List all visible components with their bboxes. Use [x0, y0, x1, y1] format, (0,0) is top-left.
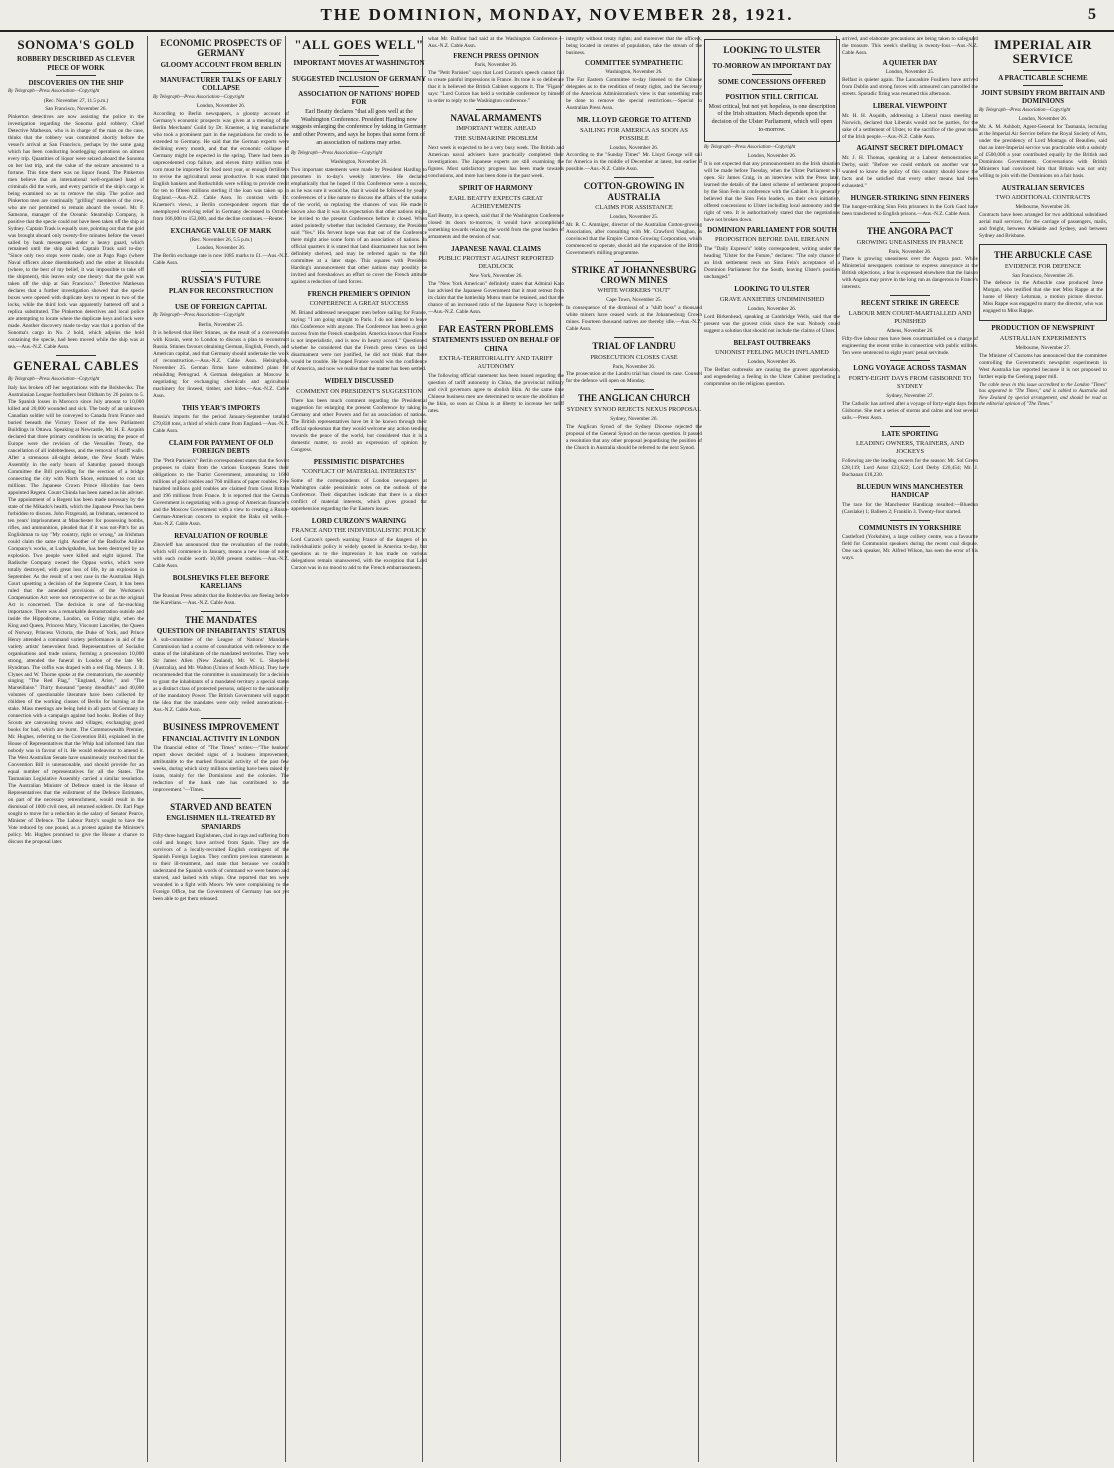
subheadline: CONFERENCE A GREAT SUCCESS [309, 300, 409, 308]
headline: FRENCH PRESS OPINION [453, 51, 539, 60]
article-body: Italy has broken off her negotiations with the Bolsheviks. The Australasian League footballers beat Oldham by 26 points to 5. The Spanish losses in Morocco since July amount to 10,000 killed and 20,000 wounded and sick. The body of an unknown Canadian soldier will be conveyed to Canada from France and buried beneath the Victory Tower of the new Parliament Buildings in Ottawa. Speaking at Newcastle, Mr. H. E. Asquith declared that three primary conditions in securing the peace of Europe were the revision of the Versailles Treaty, the cancellation of all indebtedness, and the removal of tariff walls. After a strenuous all-night debate, the New South Wales Assembly in the early hours of Saturday passed through Committee the Bill providing for the erection of a bridge connecting the city with North Shore, estimated to cost six millions. The Japanese Crown Prince Hirohito has been appointed Regent. Count Chinda has been named as his adviser. The appointment of a Regent has been made necessary by the state of the Mikado's health, which the Japanese Press has been forbidden to discuss. John Fitzgerald, an Irishman, sentenced to ten years' imprisonment at Manchester for possessing bombs, rifles, and ammunition, pleaded that if it was not-Pitt's for an Englishman to say "My country, right or wrong," an Irishman could claim the same right. Another of the Badische Aniline Company's works, at Ludwigshafen, has been destroyed by an explosion. Two people were killed and eight injured. The Badische Company owned the Oppau works, which were totally destroyed, with great loss of life, by an explosion in September. As the result of a test case in the Australian High Court upsetting a decision of the Supreme Court, it has been ruled that the amended provisions of the Workmen's Compensation Act were not retrospective so far as the original Act is concerned. The decision is one of far-reaching importance. There was a remarkable demonstration outside and inside the Hippodrome, London, on Friday night, when the King and Queen, Princess Mary, Viscount Lascelles, the Queen of Norway, Princess Victoria, the Duke of York, and Prince Henry attended a command variety performance in aid of the variety artists' benevolent fund. Representatives of Socialist organisations and trade unions, forming a procession 10,000 strong, attended the funeral in London of the late Mr. Hyndman. The coffin was draped with a red flag. Messrs. J. R. Clynes and W. Thorne spoke at the crematorium, the assembly singing "The Red Flag," "England, Arise," and "The Marseillaise." Thirty thousand "penny dreadfuls" and 40,000 volumes of questionable literature have been collected by children of the working classes of Berlin for burning at the stake. Mass meetings are being held in all parts of Germany in connection with a campaign against bad books. Bodies of Boy Scouts are canvassing towns and villages, exchanging good books for bad, which are burnt. The Commonwealth Premier, Mr. Hughes, referring to the Convention Bill, explained in the House of Representatives that the Whip had informed him that nobody was in favour of it. He would endeavour to amend it. The West Australian Senate have unanimously resolved that the Convention Bill is unreasonable, and should provide for an equal number of representatives for all the States. The Tasmanian Legislative Assembly carried a similar resolution. The Australian Minister of Defence stated in the House of Representatives that the enlistment of the Defence Estimates, on part of the necessary retrenchment, would result in the dismissal of 1000 civil men, all returned soldiers. Dr. Earl Page sought to move for a reduction in the salary of Senator Pearce, Minister of Defence. The Labour Party's sought to have the Vote reduced by one pound, as a protest against the Minister's policy. Mr. Hughes promised to give the House a chance to discuss the proposal later. [8, 385, 144, 846]
dateline: London, November 26. [196, 245, 246, 252]
article-body: The defence in the Arbuckle case produced Irene Morgan, who testified that she met Miss Rappe at the home of Henry Lehrman, a motion picture director. Miss Rappe was engaged to marry the director, who was engaged to Miss Rappe. [983, 280, 1103, 315]
divider [201, 798, 241, 799]
article-late-sporting [842, 430, 978, 479]
article-body: According to Berlin newspapers, a gloomy account of Germany's economic prospects was given at a meeting of the Berlin Merchants' Guild by Dr. Kraemer, a big manufacturer who took a prominent part in the negotiations for credit to be extended to Germany. He said that the German exports were declining every month, and that the economic collapse of Germany might be expected in the spring. There had been an unprecedented crop failure, and eleven thirty million tons of corn must be imported for food next year, or enough fertilisers to revise the agricultural areas productive. It was stated that English bankers and Rothschilds were willing to provide credit for ten to fifteen millions sterling if the loan was taken up in England.—Aus.-N.Z. Cable Assn. In contrast with Dr. Kraemer's views, a Berlin correspondent reports that the unemployed receiving relief in Germany decreased in October from 166,000 to 152,000, and the decline continues.—Reuter. [153, 111, 289, 223]
headline: SONOMA'S GOLD [17, 37, 135, 52]
article-business-improvement [153, 722, 289, 794]
divider [890, 426, 930, 427]
article-pessimistic [291, 458, 427, 513]
article-body: Zinovieff has announced that the revaluation of the rouble, which will commence in January, means a new issue of notes with each rouble worth 10,000 present roubles.—Aus.-N.Z. Cable Assn. [153, 541, 289, 569]
wire-credit: By Telegraph—Press Association—Copyright [291, 150, 383, 156]
subheadline: POSITION STILL CRITICAL [725, 93, 819, 102]
subheadline: UNIONIST FEELING MUCH INFLAMED [715, 348, 829, 356]
article-body: Fifty-three haggard Englishmen, clad in rags and suffering from cold and hunger, have arrived from Spain. They are the survivors of a locally-recruited English contingent of the Spanish Foreign Legion. They confirm previous statements as to their ill-treatment, and state that because we couldn't understand the Spanish words of command we were beaten and starved, and lashed with whips. One reported that ten were wounded in a fight with Moors. We were complaining to the Foreign Office, but the Government of Germany has not yet been able to get them released. [153, 832, 289, 902]
headline: RECENT STRIKE IN GREECE [860, 299, 960, 308]
divider [56, 355, 96, 356]
divider [614, 261, 654, 262]
column-7 [842, 36, 978, 1462]
article-body: Some of the correspondents of London newspapers at Washington cable pessimistic notes on the outlook of the Conference. Their dispatches indicate that there is a direct conflict of material interests, which gives ground for apprehension regarding the Far Eastern issues. [291, 477, 427, 512]
headline: THE ARBUCKLE CASE [993, 250, 1093, 261]
article-liberal-viewpoint [842, 102, 978, 140]
article-mandates [153, 615, 289, 715]
masthead-title: THE DOMINION, MONDAY, NOVEMBER 28, 1921. [320, 5, 794, 24]
headline: COMMUNISTS IN YORKSHIRE [858, 523, 962, 532]
article-imports [153, 404, 289, 435]
divider [476, 320, 516, 321]
headline: BLUEDUN WINS MANCHESTER HANDICAP [856, 483, 964, 500]
article-body: The "Petit Parisien's" Berlin correspondent states that the Soviet proposes to claim from the various European States their obligations to the Tsarist Government, amounting to 1660 millions of gold roubles and 760 millions of paper roubles. Five hundred millions gold roubles are claimed from Great Britain and 196 millions from France. It is reported that the German Government is negotiating with a group of American financiers and the Moscow Government with a view to creating a Russo-German-American concern to exploit the Baku oil wells.—Aus.-N.Z. Cable Assn. [153, 457, 289, 527]
headline: LONG VOYAGE ACROSS TASMAN [853, 364, 967, 373]
article-body: Lord Curzon's speech warning France of the dangers of an individualistic policy is widely quoted in America to-day, but questions as to the impression it has made on various delegations remain unanswered, with the exception that Lord Curzon was in no mood to add to the French embarrassments. [291, 537, 427, 572]
headline: AUSTRALIAN SERVICES [1001, 184, 1085, 193]
article-body: The Minister of Customs has announced that the committee controlling the Government's newsprint experiments in West Australia has reported because it is not proposed to further equip the Geelong paper mill. [979, 352, 1107, 380]
article-hunger-striking [842, 194, 978, 218]
article-body: Lord Birkenhead, speaking at Cambridge Wells, said that the present was the gravest crisis since the war. Nobody could suggest a solution that should not include the claims of Ulster. [704, 313, 840, 334]
dateline: Athens, November 26. [886, 327, 934, 334]
headline: CLAIM FOR PAYMENT OF OLD FOREIGN DEBTS [168, 438, 274, 456]
article-body: Fifty-five labour men have been courtmartialled on a charge of engineering the recent strike in connection with public utilities. Ten were sentenced to eight years' penal servitude. [842, 335, 978, 356]
divider [56, 75, 96, 76]
subheadline: THE SUBMARINE PROBLEM [454, 135, 538, 143]
subheadline: TWO ADDITIONAL CONTRACTS [995, 194, 1091, 202]
headline: FRENCH PREMIER'S OPINION [307, 290, 411, 299]
subheadline: COMMENT ON PRESIDENT'S SUGGESTION [296, 387, 422, 395]
article-body: The Berlin exchange rate is now 1085 marks to £1.—Aus.-N.Z. Cable Assn. [153, 253, 289, 267]
divider [752, 89, 792, 90]
article-trial-landru [566, 341, 702, 385]
headline: EXCHANGE VALUE OF MARK [170, 227, 272, 236]
article-body: The Catholic has arrived after a voyage of forty-eight days from Gisborne. She met a series of storms and calms and lost several sails.—Press Assn. [842, 400, 978, 421]
headline: COTTON-GROWING IN AUSTRALIA [583, 181, 685, 202]
headline: TRIAL OF LANDRU [592, 341, 676, 352]
article-spirit-harmony [428, 184, 564, 240]
subheadline: MANUFACTURER TALKS OF EARLY COLLAPSE [160, 76, 282, 93]
divider [614, 389, 654, 390]
article-body: M. Briand addressed newspaper men before sailing for France, saying: "I am going straight to Paris. I do not intend to leave this Conference with anyone. The Conference has been a great success from the French standpoint. America knows that France is not imperialistic, and is now in hearty accord." Questioned whether he considered that the French press views on land disarmament were not justified, he did not think that there would be trouble. He hoped France would win the confidence of America, and now we realise that the matter has been settled. [291, 310, 427, 373]
divider [752, 74, 792, 75]
divider [476, 109, 516, 110]
divider [339, 71, 379, 72]
headline: DOMINION PARLIAMENT FOR SOUTH [707, 226, 837, 235]
divider [890, 222, 930, 223]
dateline: Berlin, November 25. [198, 321, 244, 328]
dateline: Washington, November 26. [330, 159, 388, 166]
article-bolsheviks-flee [153, 574, 289, 607]
dateline: Washington, November 26. [605, 69, 663, 76]
headline: HUNGER-STRIKING SINN FEINERS [850, 193, 970, 202]
article-body: Mr. J. H. Thomas, speaking at a Labour demonstration at Derby, said: "Before we could embark on another war we wanted to know the policy of this country should know the facts and be satisfied that every other means had been exhausted." [842, 154, 978, 189]
headline: JAPANESE NAVAL CLAIMS [451, 244, 541, 253]
subheadline: GROWING UNEASINESS IN FRANCE [856, 238, 964, 246]
article-far-eastern [428, 324, 564, 415]
dateline: Melbourne, November 27. [1015, 344, 1071, 351]
article-economic-prospects [153, 38, 289, 223]
headline: LOOKING TO ULSTER [734, 285, 810, 294]
headline: MR. LLOYD GEORGE TO ATTEND [576, 116, 692, 125]
subheadline: GRAVE ANXIETIES UNDIMINISHED [719, 295, 825, 303]
summary-lead: Most critical, but not yet hopeless, is one description of the Irish situation. Much depends upon the decision of the Ulster Parliament, which will open to-morrow. [708, 103, 836, 133]
article-french-premier [291, 290, 427, 373]
article-body: The race for the Manchester Handicap resulted:—Bluedun (Carslake) 1; Balleen 2; Franklin 3. Twenty-four started. [842, 501, 978, 515]
article-body: The hunger-striking Sinn Fein prisoners in the Cork Gaol have been transferred to English prisons.—Aus.-N.Z. Cable Assn. [842, 204, 978, 218]
headline: WIDELY DISCUSSED [324, 377, 394, 386]
article-exchange-value [153, 227, 289, 267]
headline: FAR EASTERN PROBLEMS [438, 323, 554, 334]
dateline: Paris, November 26. [612, 363, 656, 370]
subheadline: GLOOMY ACCOUNT FROM BERLIN [160, 60, 282, 69]
article-body: Earl Beatty, in a speech, said that if the Washington Conference closed its doors to-morrow, it would have accomplished something towards relaxing the world from the great burden of armaments and the tension of war. [428, 212, 564, 240]
headline: THE MANDATES [184, 614, 258, 625]
article-claim-payment [153, 439, 289, 528]
article-revaluation [153, 532, 289, 570]
article-body: The prosecution at the Landru trial has closed its case. Counsel for the defence will open on Monday. [566, 371, 702, 385]
article-body: Mr. A. M. Ashbolt, Agent-General for Tasmania, lecturing at the Imperial Air Service before the Royal Society of Arts, under the presidency of Lord Montagu of Beaulieu, said that an inter-Imperial service was practicable with a subsidy of £500,000 a year contributed equally by the British and Dominions Governments. Conversations with British Ministers had convinced him that Britain was not only willing to join with the Dominions on a fair basis. [979, 124, 1107, 180]
article-general-cables [8, 359, 144, 846]
summary-lead: Earl Beatty declares "that all goes well at the Washington Conference. President Harding now suggests enlarging the conference by taking in Germany and other Powers, and says he hopes that some form of an association of nations may arise. [291, 108, 427, 147]
article-body: The Russian Press admits that the Bolsheviks are fleeing before the Karelians.—Aus.-N.Z. Cable Assn. [153, 592, 289, 606]
article-australian-services [979, 184, 1107, 240]
subheadline: USE OF FOREIGN CAPITAL [175, 302, 267, 311]
article-arbuckle-case [979, 244, 1107, 321]
wire-credit: By Telegraph—Press Association—Copyright [153, 94, 245, 100]
article-strike-greece [842, 299, 978, 356]
headline: STRIKE AT JOHANNESBURG CROWN MINES [571, 264, 697, 286]
article-imperial-air [979, 38, 1107, 180]
article-continuation: what Mr. Balfour had said at the Washington Conference.—Aus.-N.Z. Cable Assn. [428, 36, 564, 49]
divider [614, 177, 654, 178]
dateline: San Francisco, November 26. [45, 105, 107, 112]
headline: BELFAST OUTBREAKS [733, 338, 811, 347]
divider [339, 55, 379, 56]
dateline: London, November 26. [609, 144, 659, 151]
page-number: 5 [1088, 6, 1096, 23]
headline: AGAINST SECRET DIPLOMACY [856, 144, 964, 153]
headline: GENERAL CABLES [13, 358, 139, 374]
article-naval-armaments [428, 113, 564, 180]
article-body: The Belfast outbreaks are causing the gravest apprehension, and engendering a feeling in the Ulster Cabinet precluding a compromise on the religious question. [704, 366, 840, 387]
wire-credit: By Telegraph—Press Association—Copyright [979, 107, 1071, 113]
article-body: The "Petit Parisien" says that Lord Curzon's speech cannot fail to create painful impressions in France. Its tone is so deliberate that it is believed the British Cabinet supports it. The "Figaro" says: "Lord Curzon has held a veritable conference by himself in order to reply to the Washington conference." [428, 70, 564, 105]
article-body: Belfast is quieter again. The Lancashire Fusiliers have arrived from Dublin and strong forces with armoured cars patrolled the streets. Sporadic firing was resumed this afternoon. [842, 77, 978, 98]
dateline: Sydney, November 27. [886, 392, 934, 399]
wire-credit: By Telegraph—Press Association—Copyright [704, 144, 796, 150]
headline: ECONOMIC PROSPECTS OF GERMANY [160, 38, 282, 59]
wire-credit: By Telegraph—Press Association—Copyright [8, 376, 100, 382]
subheadline: SOME CONCESSIONS OFFERED [718, 77, 826, 86]
article-body: Next week is expected to be a very busy week. The British and American naval advisers have practically completed their investigations. The Japanese experts are still examining the figures. Most satisfactory progress has been made towards conclusions, and more has been done in the past week. [428, 145, 564, 180]
headline: THE ANGORA PACT [866, 226, 954, 237]
article-dominion-parliament [704, 226, 840, 281]
article-bluedun [842, 483, 978, 516]
column-rule [147, 36, 148, 1462]
article-russias-future [153, 275, 289, 399]
subheadline: TO-MORROW AN IMPORTANT DAY [712, 62, 832, 71]
article-johannesburg-strike [566, 265, 702, 333]
divider [201, 271, 241, 272]
dateline: Sydney, November 26. [610, 415, 658, 422]
article-body: It is believed that Herr Stinnes, as the result of a conversation with Krasin, went to London to discuss a plan to reconstruct Russia. Stinnes favours obtaining German, English, French, and American capital, and that Germany should undertake the work of reconstruction.—Aus.-N.Z. Cable Assn. Helsingfors, November 25. German firms have submitted plans for rebuilding Petrograd. A German delegation at Moscow is negotiating for exchanging chemicals and agricultural machinery for linseed, timber, and hides.—Aus.-N.Z. Cable Assn. [153, 329, 289, 399]
article-body: In consequence of the dismissal of a "shift boss" a thousand white miners have ceased work at the Johannesburg Crown mines. Fourteen thousand natives are thereby idle.—Aus.-N.Z. Cable Assn. [566, 305, 702, 333]
headline: NAVAL ARMAMENTS [450, 113, 542, 124]
article-lloyd-george [566, 116, 702, 173]
article-body: It is not expected that any pronouncement on the Irish situation will be made before Tuesday, when the Ulster Parliament will open. Sir James Craig, in an interview with the Press later, learned the details of the latest scheme of settlement proposed by the Sinn Fein in conference with the Cabinet. It is generally believed that the Sinn Fein leaders, on their own initiative, offered concessions to Ulster including local autonomy and the right of veto. It is authoritatively stated that the negotiations have not broken down. [704, 161, 840, 224]
subheadline: EVIDENCE FOR DEFENCE [1004, 262, 1082, 270]
article-continuation: arrived, and elaborate precautions are being taken to safeguard the treasure. This week's shelling is twenty-four.—Aus.-N.Z. Cable Assn. [842, 36, 978, 56]
headline: LATE SPORTING [881, 429, 939, 438]
dateline: Paris, November 26. [474, 62, 518, 69]
wire-credit: By Telegraph—Press Association—Copyright [8, 89, 100, 95]
subheadline: LEADING OWNERS, TRAINERS, AND JOCKEYS [856, 440, 964, 456]
article-committee-sympathetic [566, 59, 702, 112]
headline: THE ANGLICAN CHURCH [577, 393, 690, 404]
divider [1023, 70, 1063, 71]
article-sonomas-gold [8, 38, 144, 351]
article-body: The financial editor of "The Times" writes:—"The bankers' report shows decided signs of a business improvement, attributable to the marked financial activity of the past few weeks, during which sixty millions sterling have been raised by loans, mainly for the Dominions and the colonies. The reduction of the bank rate has contributed to the improvement."—Times. [153, 744, 289, 793]
subheadline: STATEMENTS ISSUED ON BEHALF OF CHINA [432, 336, 560, 353]
subheadline: SYDNEY SYNOD REJECTS NEXUS PROPOSAL [566, 405, 702, 413]
column-3 [291, 36, 427, 1462]
article-body: Pinkerton detectives are now assisting the police in the investigation regarding the Sonoma gold robbery. Chief Detective Matheson, who is in charge of the man on the case, thinks that the robbery was committed shortly before the vessel's arrival at San Francisco, perhaps by the same gang which has been conducting bootlegging operations on almost every trip. Quantities of liquor were seized aboard the Sonoma on her last trip, and the value of the seizure amounted to a fortune. This time there was no liquor found. The Pinkerton men believe that an international well-organised band of criminals did the work, and every particle of the ship's cargo is being examined so as to remove the ship. The police and Pinkerton men are continually "grilling" members of the crew, who are not permitted to remain aboard the vessel. Mr. F. Samsonn, manager of the Oceanic Steamship Company, is positive that the specie could not have been taken off the ship at Sydney. Captain Trask is equally sure, pointing out that the gold was brought aboard only twenty-five minutes before the vessel sailed by bank messengers under a heavy guard, which remained until the ship sailed. Captain Trask said to-day: "Since only two stops were made, one at Pago Pago (where Naval officers alone disembarked) and the other at Honolulu (where, to the best of my belief, it was impossible to take off the shipment), this leaves only one theory: that the gold was taken off the ship at San Francisco." Detective Matheson declares that a further investigation showed that the specie boxes were opened with duplicate keys to repeat in two of the locks, while the third lock was apparently battered off and a replica substituted. The Pinkerton detectives and local police are attempting to locate where the duplicate keys and lock were made. Another discovery made to-day was that a portion of the Sonoma's cargo in No. 2 hold, which adjoins the hold containing the specie, had been moved while the ship was at sea.—Aus.-N.Z. Cable Assn. [8, 113, 144, 351]
headline: RUSSIA'S FUTURE [181, 275, 261, 286]
headline: A QUIETER DAY [882, 58, 938, 67]
headline: THIS YEAR'S IMPORTS [181, 403, 261, 412]
column-2 [153, 36, 289, 1462]
column-6 [704, 36, 840, 1462]
headline: LIBERAL VIEWPOINT [872, 102, 948, 111]
column-1 [8, 36, 144, 1462]
article-cotton-growing [566, 181, 702, 256]
subheadline: QUESTION OF INHABITANTS' STATUS [156, 626, 286, 635]
dateline: Paris, November 26. [888, 248, 932, 255]
headline: SPIRIT OF HARMONY [459, 184, 533, 193]
divider [752, 58, 792, 59]
headline: REVALUATION OF ROUBLE [174, 531, 268, 540]
dateline: New York, November 26. [469, 273, 523, 280]
headline: PRODUCTION OF NEWSPRINT [991, 324, 1095, 333]
subheadline: FINANCIAL ACTIVITY IN LONDON [162, 734, 280, 743]
dateline: London, November 26. [1018, 116, 1068, 123]
subheadline: DISCOVERIES ON THE SHIP [28, 79, 124, 88]
column-5 [566, 36, 702, 1462]
dateline: London, November 26. [747, 153, 797, 160]
subheadline: WHITE WORKERS "OUT" [597, 287, 671, 295]
divider [890, 295, 930, 296]
dateline: Cape Town, November 25. [606, 297, 662, 304]
article-body: Russia's imports for the period January-September totalled £79,838 tons, a third of which came from England.—Aus.-N.Z. Cable Assn. [153, 413, 289, 434]
article-body: There is growing uneasiness over the Angora pact. While Ministerial newspapers continue to express annoyance at the British objections, a fear is expressed elsewhere that the liaison with Angora may prove in the long run as dangerous to France's interests. [842, 256, 978, 291]
article-looking-to-ulster-2 [704, 285, 840, 334]
article-body: According to the "Sunday Times" Mr. Lloyd George will sail for America in the middle of December at latest, but earlier if possible.—Aus.-N.Z. Cable Assn. [566, 152, 702, 173]
article-widely-discussed [291, 377, 427, 453]
article-newsprint [979, 324, 1107, 409]
subheadline: AUSTRALIAN EXPERIMENTS [999, 334, 1087, 342]
article-secret-diplomacy [842, 144, 978, 189]
headline: COMMITTEE SYMPATHETIC [585, 58, 683, 67]
subheadline: A PRACTICABLE SCHEME [998, 73, 1088, 82]
dateline: London, November 25. [609, 214, 659, 221]
divider [614, 337, 654, 338]
article-anglican-church [566, 393, 702, 451]
article-japanese-naval [428, 245, 564, 316]
subheadline: SUGGESTED INCLUSION OF GERMANY [291, 74, 427, 83]
subheadline: PUBLIC PROTEST AGAINST REPORTED DEADLOCK [438, 255, 554, 271]
article-angora-pact [842, 226, 978, 291]
dateline: London, November 26. [747, 305, 797, 312]
divider [890, 520, 930, 521]
article-body: A sub-committee of the League of Nations' Mandates Commission had a course of consultation with reference to the status of the inhabitants of the mandated territories. They were Sir James Allen (New Zealand), Mr. W. L. Shepherd (Australia), and Mr. Walton (Union of South Africa). They have recommended that the committee is unanimously for a decision to grant the inhabitants of a mandated territory a special status as a distinct class of protected persons, subject to the nationality of the mandatory Power. The British Government will support the idea that the mandates were only veiled annexations.—Aus.-N.Z. Cable Assn. [153, 637, 289, 714]
article-body: The "Daily Express's" lobby correspondent, writing under the heading "Ulster for the Future," declares: "The only chance of an Irish settlement rests on Sinn Fein's acceptance of a Dominion Parliament for the South, leaving Ulster's position unchanged." [704, 246, 840, 281]
subheadline: IMPORTANT WEEK AHEAD [456, 125, 536, 133]
column-4 [428, 36, 564, 1462]
article-body: Following are the leading owners for the season: Mr. Sol Green £28,119; Lord Astor £23,622; Lord Derby £20,454; Mr. J. Buchanan £18,230. [842, 458, 978, 479]
divider [201, 72, 241, 73]
subheadline: LABOUR MEN COURT-MARTIALLED AND PUNISHED [848, 309, 972, 325]
subheadline: JOINT SUBSIDY FROM BRITAIN AND DOMINIONS [981, 88, 1105, 106]
headline: STARVED AND BEATEN [170, 801, 272, 812]
headline: BUSINESS IMPROVEMENT [162, 722, 280, 733]
divider [890, 360, 930, 361]
article-body: There has been much comment regarding the Presidential suggestion for enlarging the present Conference by taking in Germany and other Powers and for an association of nations. The British representatives have let it be known through their official spokesman that they would welcome any action tending towards the peace of the world, but considered that it is a domestic matter, to avoid an expression of opinion by Congress. [291, 397, 427, 453]
article-belfast-outbreaks [704, 339, 840, 388]
headline: LORD CURZON'S WARNING [311, 516, 407, 525]
article-body: Mr. R. C. Ammiger, director of the Australian Cotton-growing Association, after consulting with Mr. Crawford Vaughan, is convinced that the Empire Cotton Growing Corporation, which commenced to operate, should aid the expansion of the British Government's milling programme. [566, 221, 702, 256]
divider [201, 299, 241, 300]
article-continuation: integrity without treaty rights; and moreover that the officers, being located in centres of population, take the stream of the business. [566, 36, 702, 56]
column-8 [979, 36, 1107, 1462]
article-body: The Anglican Synod of the Sydney Diocese rejected the proposal of the General Synod on the nexus question. It passed a resolution that any other proposal jeopardising the position of the Church in Australia should be referred to the next Synod. [566, 423, 702, 451]
article-body: The "New York American" definitely states that Admiral Kato has advised the Japanese Government that it must retreat from its claim that the battleship Mutsu must be retained, and that the chance of an increased ratio of the Japanese Navy is hopeless.—Aus.-N.Z. Cable Assn. [428, 280, 564, 315]
editorial-note: The cable news in this issue accredited to the London "Times" has appeared in "The Times," and is cabled to Australia and New Zealand by special arrangement, and should be read as the editorial opinion of "The Times." [979, 382, 1107, 408]
subheadline: FRANCE AND THE INDIVIDUALISTIC POLICY [291, 527, 427, 535]
headline: BOLSHEVIKS FLEE BEFORE KARELIANS [172, 573, 270, 591]
received-line: (Rec. November 26, 5.5 p.m.) [189, 237, 253, 244]
headline: PESSIMISTIC DISPATCHES [313, 457, 405, 466]
subheadline: EARL BEATTY EXPECTS GREAT ACHIEVEMENTS [449, 194, 543, 210]
article-body: The Far Eastern Committee to-day listened to the Chinese delegates as to the rendition of treaty rights, and the Secretary of the American Administration's view is that something must be done to remove the special restrictions.—Special to Australian Press Assn. [566, 77, 702, 112]
article-quieter-day [842, 59, 978, 98]
article-all-goes-well [291, 38, 427, 286]
subheadline: ENGLISHMEN ILL-TREATED BY SPANIARDS [166, 814, 276, 831]
headline: LOOKING TO ULSTER [723, 45, 821, 55]
headline: "ALL GOES WELL" [294, 37, 424, 52]
article-curzons-warning [291, 517, 427, 572]
article-communists-yorkshire [842, 524, 978, 562]
divider [201, 611, 241, 612]
subheadline: EXTRA-TERRITORIALITY AND TARIFF AUTONOMY [439, 355, 553, 371]
dateline: London, November 26. [747, 358, 797, 365]
article-tasman-voyage [842, 364, 978, 421]
article-body: Castleford (Yorkshire), a large colliery centre, was a favourite field for Communist speakers during the recent coal dispute. One such speaker, Mr. Alfred Wilson, has seen the error of his ways. [842, 534, 978, 562]
article-starved-beaten [153, 802, 289, 903]
subheadline: PROPOSITION BEFORE DAIL EIREANN [715, 236, 829, 244]
subheadline: SAILING FOR AMERICA AS SOON AS POSSIBLE [580, 126, 688, 142]
article-french-press [428, 52, 564, 105]
subheadline: ROBBERY DESCRIBED AS CLEVER PIECE OF WORK [17, 55, 135, 72]
subheadline: "CONFLICT OF MATERIAL INTERESTS" [301, 467, 417, 475]
article-body: Mr. H. H. Asquith, addressing a Liberal mass meeting at Norwich, declared that Liberals would not be parties, for the sake of a settlement of Ulster, to the sacrifice of the great mass of the Irish people.—Aus.-N.Z. Cable Assn. [842, 112, 978, 140]
masthead [0, 0, 1114, 32]
article-body: Two important statements were made by President Harding to pressmen in to-day's weekly interview. He declared emphatically that he hoped if this Conference were a success, as he was sure it would be, that it would be followed by yearly conferences of a like nature to discuss the affairs of the nations of the world, so replacing the chances of war. He made it known also that it was his expectation that other nations might be invited to the present Conference before it closed. When asked pointedly whether that included Germany, the President said "Yes." His fervent hope was that out of the Conference there might arise some form of an association of nations. In official quarters it is stated that land disarmament has not been definitely shelved, and may be referred again to the full committee at a later stage. This squares with President Harding's announcement that other nations may possibly be invited and foreshadows an effort to cover the French attitude against a reduction of land forces. [291, 167, 427, 286]
dateline: London, November 26. [196, 103, 246, 110]
received-line: (Rec. November 27, 11.5 p.m.) [43, 98, 109, 105]
subheadline: FORTY-EIGHT DAYS FROM GISBORNE TO SYDNEY [848, 374, 972, 390]
dateline: Melbourne, November 26. [1015, 204, 1071, 211]
dateline: San Francisco, November 26. [1012, 272, 1074, 279]
dateline: London, November 25. [885, 69, 935, 76]
article-looking-to-ulster [704, 39, 840, 142]
subheadline: PROSECUTION CLOSES CASE [590, 353, 678, 361]
headline: IMPERIAL AIR SERVICE [993, 37, 1093, 67]
divider [201, 718, 241, 719]
divider [1023, 85, 1063, 86]
subheadline: CLAIMS FOR ASSISTANCE [595, 204, 673, 212]
wire-credit: By Telegraph—Press Association—Copyright [153, 313, 245, 319]
subheadline: IMPORTANT MOVES AT WASHINGTON [293, 59, 425, 68]
article-body: The following official statement has been issued regarding the question of tariff autonomy in China, the provincial military and civil governors agree to abolish likin. At the same time Chinese business men are determined to secure the abolition of the likin, so soon as China is at liberty to increase her tariff rates. [428, 373, 564, 414]
divider [339, 86, 379, 87]
article-body: Contracts have been arranged for two additional subsidised aerial mail services, for the carriage of passengers, mails, and freight, between Adelaide and Sydney, and between Sydney and Brisbane. [979, 212, 1107, 240]
subheadline: ASSOCIATION OF NATIONS' HOPED FOR [298, 90, 420, 107]
subheadline: PLAN FOR RECONSTRUCTION [168, 287, 274, 296]
